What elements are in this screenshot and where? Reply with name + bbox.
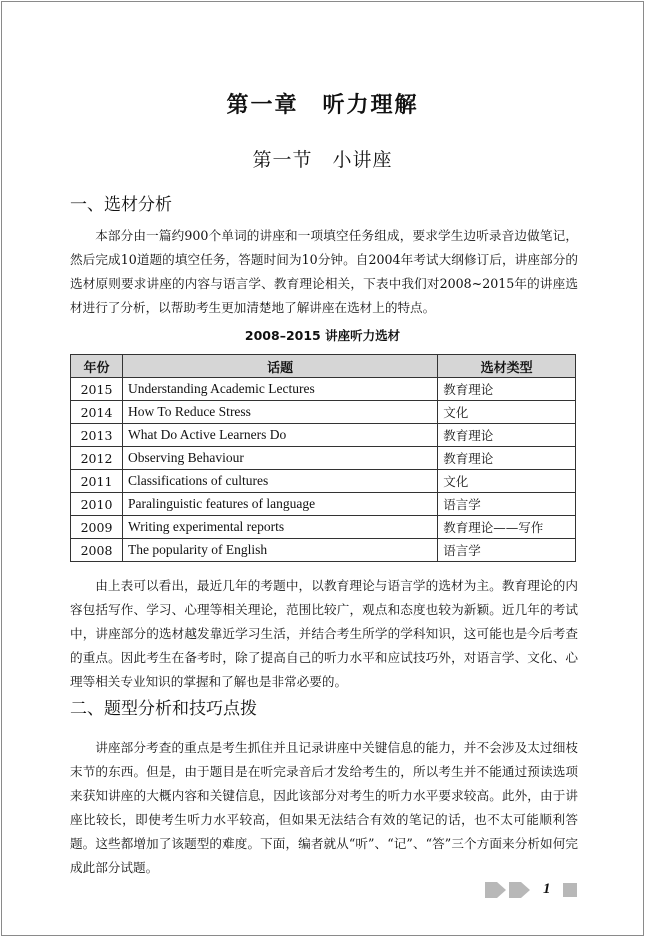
paragraph-table-summary: 由上表可以看出，最近几年的考题中，以教育理论与语言学的选材为主。教育理论的内容包括写作、学习、心理等相关理论，范围比较广，观点和态度也较为新颖。近几年的考试中，讲座部分的选材越发靠近学习生活，并结合考生所学的学科知识，这可能也是今后考查的重点。因此考生在备考时，除了提高自己的听力水平和应试技巧外，对语言学、文化、心理等相关专业知识的掌握和了解也是非常必要的。 [70, 578, 578, 689]
cell-type: 文化 [438, 470, 576, 493]
cell-type: 教育理论 [438, 424, 576, 447]
cell-type: 语言学 [438, 493, 576, 516]
table-row [71, 539, 576, 562]
cell-type: 教育理论 [438, 447, 576, 470]
footer-square-icon [563, 883, 577, 897]
table-row [71, 424, 576, 447]
chapter-title: 第一章 听力理解 [226, 93, 419, 118]
cell-type: 语言学 [438, 539, 576, 562]
cell-topic: Understanding Academic Lectures [123, 378, 438, 401]
heading-material-analysis: 一、选材分析 [70, 195, 172, 215]
cell-topic: How To Reduce Stress [123, 401, 438, 424]
table-row [71, 493, 576, 516]
cell-topic: What Do Active Learners Do [123, 424, 438, 447]
cell-year: 2010 [71, 493, 123, 516]
cell-topic: The popularity of English [123, 539, 438, 562]
table-row [71, 378, 576, 401]
cell-type: 教育理论——写作 [438, 516, 576, 539]
header-topic: 话题 [123, 355, 438, 378]
paragraph-material-analysis: 本部分由一篇约900个单词的讲座和一项填空任务组成，要求学生边听录音边做笔记，然后完成10道题的填空任务，答题时间为10分钟。自2004年考试大纲修订后，讲座部分的选材原则要求讲座的内容与语言学、教育理论相关，下表中我们对2008~2015年的讲座选材进行了分析，以帮助考生更加清楚地了解讲座在选材上的特点。 [70, 228, 578, 315]
table-header-row [71, 355, 576, 378]
cell-type: 文化 [438, 401, 576, 424]
table-row [71, 470, 576, 493]
section-title: 第一节 小讲座 [252, 149, 393, 171]
cell-year: 2013 [71, 424, 123, 447]
cell-year: 2014 [71, 401, 123, 424]
header-year: 年份 [71, 355, 123, 378]
cell-year: 2008 [71, 539, 123, 562]
cell-year: 2012 [71, 447, 123, 470]
page-number: 1 [543, 881, 551, 897]
cell-topic: Classifications of cultures [123, 470, 438, 493]
book-page [1, 1, 644, 936]
cell-year: 2009 [71, 516, 123, 539]
header-type: 选材类型 [438, 355, 576, 378]
table-caption: 2008–2015 讲座听力选材 [244, 328, 401, 343]
lecture-topics-table [70, 354, 576, 562]
double-arrow-icon [485, 882, 533, 898]
cell-type: 教育理论 [438, 378, 576, 401]
page-footer [485, 881, 577, 898]
cell-topic: Observing Behaviour [123, 447, 438, 470]
cell-topic: Writing experimental reports [123, 516, 438, 539]
cell-year: 2015 [71, 378, 123, 401]
table-row [71, 447, 576, 470]
table-row [71, 401, 576, 424]
cell-year: 2011 [71, 470, 123, 493]
cell-topic: Paralinguistic features of language [123, 493, 438, 516]
table-row [71, 516, 576, 539]
heading-question-analysis: 二、题型分析和技巧点拨 [70, 699, 257, 719]
paragraph-question-analysis: 讲座部分考查的重点是考生抓住并且记录讲座中关键信息的能力，并不会涉及太过细枝末节的东西。但是，由于题目是在听完录音后才发给考生的，所以考生并不能通过预读选项来获知讲座的大概内容和关键信息，因此该部分对考生的听力水平要求较高。此外，由于讲座比较长，即使考生听力水平较高，但如果无法结合有效的笔记的话，也不太可能顺利答题。这些都增加了该题型的难度。下面，编者就从“听”、“记”、“答”三个方面来分析如何完成此部分试题。 [70, 740, 578, 875]
